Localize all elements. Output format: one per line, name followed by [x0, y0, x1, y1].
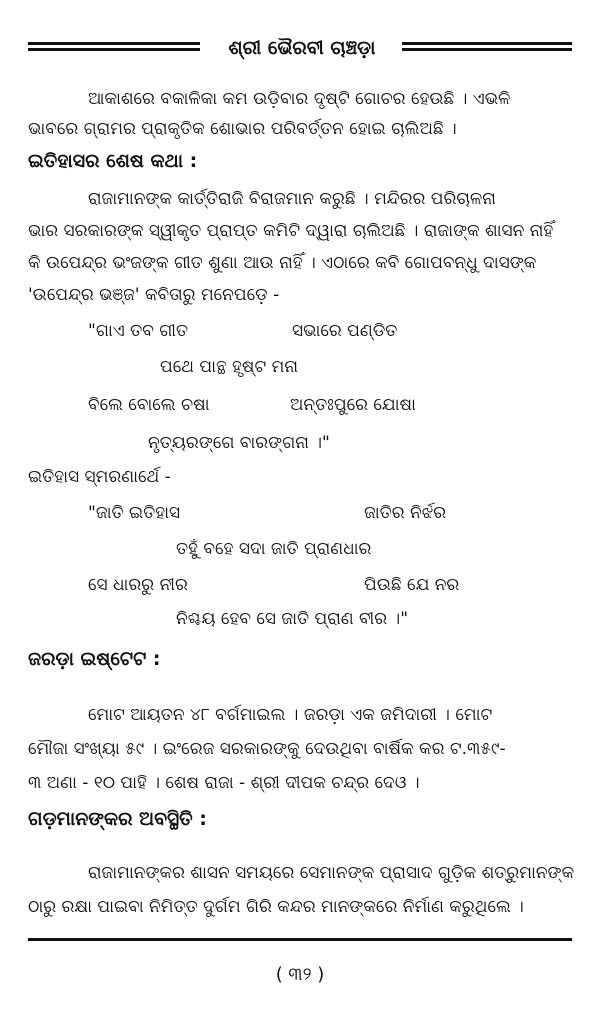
paragraph-line: 'ଉପେନ୍ଦ୍ର ଭଞ୍ଜ' କବିତାରୁ ମନେପଡ଼େ - — [28, 285, 280, 305]
poem-line: ଜାତିର ନିର୍ଝର — [364, 503, 447, 523]
running-header — [28, 34, 572, 62]
poem-line: ନିଶ୍ଚୟ ହେବ ସେ ଜାତି ପ୍ରାଣ ବୀର ।" — [176, 609, 409, 629]
poem-line: "ଗାଏ ତବ ଗୀତ — [88, 321, 189, 341]
poem-line: ସଭାରେ ପଣ୍ଡିତ — [292, 321, 398, 341]
poem-line: ନୃତ୍ୟରଙ୍ଗେ ବାରଙ୍ଗନା ।" — [148, 433, 330, 453]
poem-line: ବିଲେ ବୋଲେ ଚଷା — [88, 395, 210, 415]
header-rule-right — [402, 42, 572, 51]
poem-line: ପିଉଛି ଯେ ନର — [364, 575, 460, 595]
paragraph-line: କି ଉପେନ୍ଦ୍ର ଭଂଜଙ୍କ ଗୀତ ଶୁଣା ଆଉ ନାହିଁ । ଏଠାରେ କବି ଗୋପବନ୍ଧୁ ଦାସଙ୍କ — [28, 253, 537, 273]
paragraph-line: ମୌଜା ସଂଖ୍ୟା ୫୯ । ଇଂରେଜ ସରକାରଙ୍କୁ ଦେଉଥିବା ବାର୍ଷିକ କର ଟ.୩୫୯- — [28, 739, 506, 759]
section-heading: ଜରଡ଼ା ଇଷ୍ଟେଟ : — [28, 648, 161, 670]
poem-line: ଅନ୍ତଃପୁରେ ଯୋଷା — [290, 395, 416, 415]
paragraph-line: ଭାବରେ ଗ୍ରାମର ପ୍ରାକୃତିକ ଶୋଭାର ପରିବର୍ତ୍ତନ ହୋଇ ଚାଲିଅଛି । — [28, 119, 457, 139]
page-number: ( ୩୨ ) — [275, 964, 325, 985]
paragraph-line: ରାଜାମାନଙ୍କ କାର୍ତ୍ତିରାଜି ବିରାଜମାନ କରୁଛି । ମନ୍ଦିରର ପରିଚାଳନା — [88, 189, 496, 209]
paragraph-line: ୩ ଅଣା - ୧୦ ପାହି । ଶେଷ ରାଜା - ଶ୍ରୀ ଦୀପକ ଚନ୍ଦ୍ର ଦେଓ । — [28, 773, 420, 793]
paragraph-line: ରାଜାମାନଙ୍କର ଶାସନ ସମୟରେ ସେମାନଙ୍କ ପ୍ରାସାଦ ଗୁଡ଼ିକ ଶତ୍ରୁମାନଙ୍କ — [88, 863, 575, 883]
paragraph-line: ଭାର ସରକାରଙ୍କ ସ୍ୱୀକୃତ ପ୍ରାପ୍ତ କମିଟି ଦ୍ୱାରା ଚାଲିଅଛି । ରାଜାଙ୍କ ଶାସନ ନାହିଁ — [28, 221, 554, 241]
poem-line: "ଜାତି ଇତିହାସ — [88, 503, 181, 523]
poem-line: ତହୁଁ ବହେ ସଦା ଜାତି ପ୍ରାଣଧାର — [176, 539, 372, 559]
section-heading: ଗଡ଼ମାନଙ୍କର ଅବସ୍ଥିତି : — [28, 808, 207, 830]
paragraph-line: ଇତିହାସ ସ୍ମରଣାର୍ଥେ - — [28, 467, 171, 487]
paragraph-line: ଠାରୁ ରକ୍ଷା ପାଇବା ନିମିତ୍ତ ଦୁର୍ଗମ ଗିରି କନ୍ଦର ମାନଙ୍କରେ ନିର୍ମାଣ କରୁଥିଲେ । — [28, 897, 524, 917]
paragraph-line: ଆକାଶରେ ବକାଳିକା କମ ଉଡ଼ିବାର ଦୃଷ୍ଟି ଗୋଚର ହେଉଛି । ଏଭଳି — [88, 89, 511, 109]
poem-line: ପଥେ ପାନ୍ଥ ହୃଷ୍ଟ ମନା — [160, 357, 299, 377]
paragraph-line: ମୋଟ ଆୟତନ ୪୮ ବର୍ଗମାଇଲ । ଜରଡ଼ା ଏକ ଜମିଦାରୀ । ମୋଟ — [88, 705, 493, 725]
header-title: ଶ୍ରୀ ଭୈରବୀ ଚାଞ୍ଚଡ଼ା — [228, 37, 376, 59]
header-rule-left — [28, 42, 200, 51]
footer-rule — [28, 938, 572, 941]
poem-line: ସେ ଧାରରୁ ନୀର — [88, 575, 188, 595]
section-heading: ଇତିହାସର ଶେଷ କଥା : — [28, 150, 198, 172]
